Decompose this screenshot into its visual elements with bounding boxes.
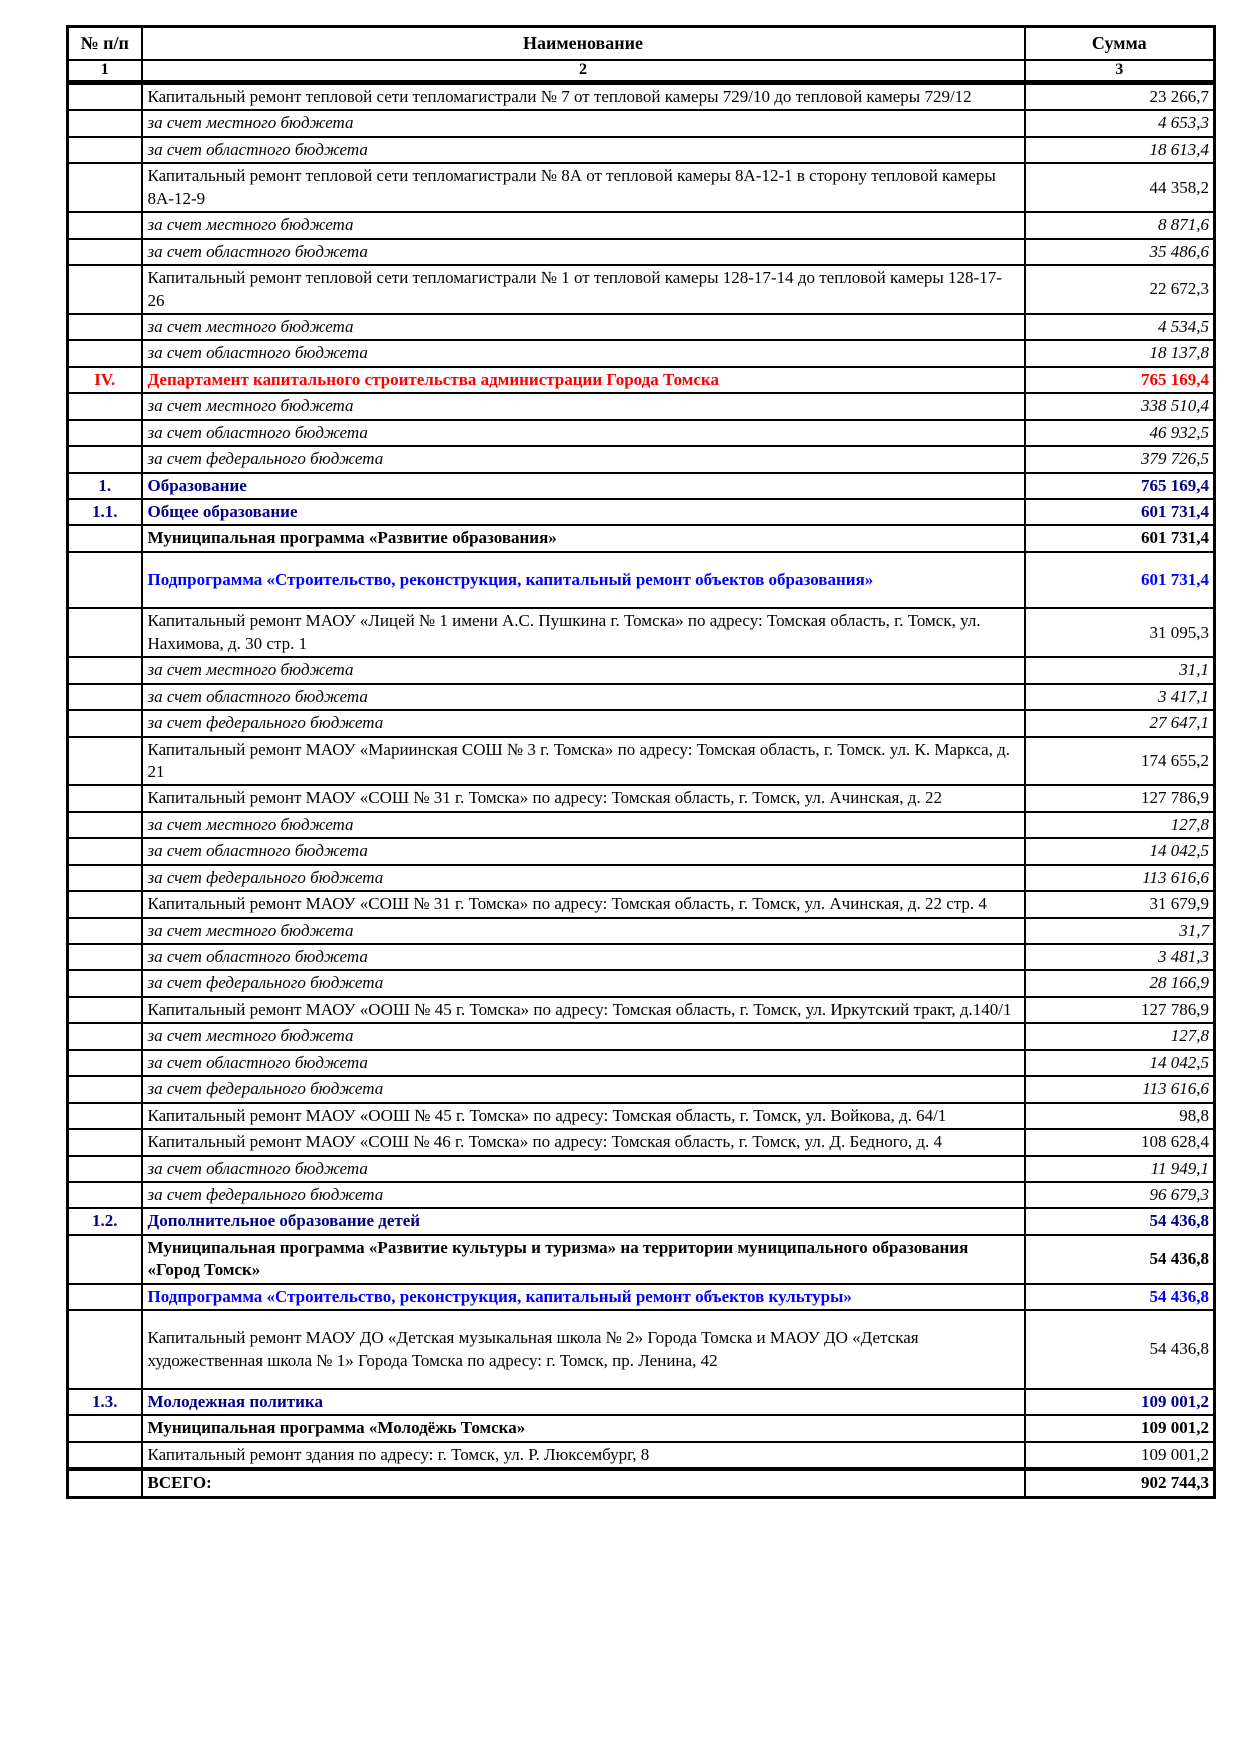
table-row [68, 1235, 1215, 1284]
table-row [68, 737, 1215, 786]
row-number [68, 446, 142, 472]
row-sum: 98,8 [1025, 1103, 1215, 1129]
table-row [68, 1156, 1215, 1182]
row-number [68, 1103, 142, 1129]
row-number [68, 1023, 142, 1049]
row-number [68, 608, 142, 657]
row-number [68, 265, 142, 314]
row-name: за счет местного бюджета [142, 657, 1025, 683]
row-name: Подпрограмма «Строительство, реконструкция, капитальный ремонт объектов культуры» [142, 1284, 1025, 1310]
row-name: за счет федерального бюджета [142, 1076, 1025, 1102]
subheader-col-3: 3 [1025, 60, 1215, 83]
table-row [68, 812, 1215, 838]
row-sum: 31,1 [1025, 657, 1215, 683]
row-number [68, 737, 142, 786]
row-name: Капитальный ремонт МАОУ «ООШ № 45 г. Томска» по адресу: Томская область, г. Томск, ул. Войкова, д. 64/1 [142, 1103, 1025, 1129]
row-sum: 54 436,8 [1025, 1284, 1215, 1310]
row-sum: 3 481,3 [1025, 944, 1215, 970]
row-number [68, 970, 142, 996]
row-number [68, 137, 142, 163]
table-row [68, 83, 1215, 111]
row-number [68, 1050, 142, 1076]
row-sum: 54 436,8 [1025, 1310, 1215, 1389]
table-body [68, 83, 1215, 1498]
table-row [68, 1310, 1215, 1389]
row-name: Муниципальная программа «Развитие культуры и туризма» на территории муниципального образования «Город Томск» [142, 1235, 1025, 1284]
row-number [68, 944, 142, 970]
table-row [68, 865, 1215, 891]
row-sum: 127 786,9 [1025, 997, 1215, 1023]
row-number [68, 420, 142, 446]
table-row [68, 110, 1215, 136]
row-sum: 31,7 [1025, 918, 1215, 944]
subheader-col-2: 2 [142, 60, 1025, 83]
row-name: за счет областного бюджета [142, 838, 1025, 864]
table-row [68, 1023, 1215, 1049]
row-name: Департамент капитального строительства администрации Города Томска [142, 367, 1025, 393]
row-number [68, 1076, 142, 1102]
row-name: за счет местного бюджета [142, 812, 1025, 838]
budget-table [66, 25, 1216, 1499]
row-name: Капитальный ремонт МАОУ «Мариинская СОШ № 3 г. Томска» по адресу: Томская область, г. Томск. ул. К. Маркса, д. 21 [142, 737, 1025, 786]
row-number [68, 997, 142, 1023]
row-sum: 14 042,5 [1025, 1050, 1215, 1076]
table-row [68, 608, 1215, 657]
row-name: Капитальный ремонт МАОУ «СОШ № 46 г. Томска» по адресу: Томская область, г. Томск, ул. Д. Бедного, д. 4 [142, 1129, 1025, 1155]
row-number [68, 785, 142, 811]
row-sum: 127 786,9 [1025, 785, 1215, 811]
row-number: 1.2. [68, 1208, 142, 1234]
row-number [68, 1156, 142, 1182]
table-row [68, 997, 1215, 1023]
header-name-col: Наименование [142, 27, 1025, 61]
row-number: 1.3. [68, 1389, 142, 1415]
row-name: Капитальный ремонт МАОУ «СОШ № 31 г. Томска» по адресу: Томская область, г. Томск, ул. Ачинская, д. 22 стр. 4 [142, 891, 1025, 917]
row-number: IV. [68, 367, 142, 393]
row-name: за счет федерального бюджета [142, 865, 1025, 891]
row-sum: 54 436,8 [1025, 1235, 1215, 1284]
row-sum: 4 534,5 [1025, 314, 1215, 340]
row-sum: 28 166,9 [1025, 970, 1215, 996]
table-row [68, 393, 1215, 419]
table-row [68, 1050, 1215, 1076]
row-sum: 127,8 [1025, 812, 1215, 838]
table-row [68, 137, 1215, 163]
row-number [68, 710, 142, 736]
row-sum: 35 486,6 [1025, 239, 1215, 265]
row-number [68, 163, 142, 212]
row-number [68, 110, 142, 136]
row-number [68, 918, 142, 944]
row-name: за счет местного бюджета [142, 918, 1025, 944]
row-sum: 8 871,6 [1025, 212, 1215, 238]
row-name: Капитальный ремонт тепловой сети тепломагистрали № 7 от тепловой камеры 729/10 до тепловой камеры 729/12 [142, 83, 1025, 111]
row-name: за счет областного бюджета [142, 239, 1025, 265]
row-name: за счет местного бюджета [142, 1023, 1025, 1049]
table-row [68, 1469, 1215, 1497]
row-number [68, 865, 142, 891]
row-sum: 113 616,6 [1025, 865, 1215, 891]
table-row [68, 891, 1215, 917]
row-name: за счет областного бюджета [142, 684, 1025, 710]
row-number: 1. [68, 473, 142, 499]
row-name: Капитальный ремонт МАОУ ДО «Детская музыкальная школа № 2» Города Томска и МАОУ ДО «Детская художественная школа № 1» Города Томска по адресу: г. Томск, пр. Ленина, 42 [142, 1310, 1025, 1389]
row-name: Капитальный ремонт МАОУ «СОШ № 31 г. Томска» по адресу: Томская область, г. Томск, ул. Ачинская, д. 22 [142, 785, 1025, 811]
row-number [68, 314, 142, 340]
row-sum: 601 731,4 [1025, 552, 1215, 608]
row-name: за счет местного бюджета [142, 110, 1025, 136]
row-sum: 14 042,5 [1025, 838, 1215, 864]
row-sum: 113 616,6 [1025, 1076, 1215, 1102]
row-number [68, 1235, 142, 1284]
table-row [68, 1103, 1215, 1129]
row-sum: 109 001,2 [1025, 1442, 1215, 1469]
table-row [68, 657, 1215, 683]
row-name: ВСЕГО: [142, 1469, 1025, 1497]
row-name: за счет местного бюджета [142, 212, 1025, 238]
subheader-row [68, 60, 1215, 83]
table-row [68, 1129, 1215, 1155]
row-sum: 31 679,9 [1025, 891, 1215, 917]
row-name: Муниципальная программа «Развитие образования» [142, 525, 1025, 551]
table-row [68, 420, 1215, 446]
row-number [68, 657, 142, 683]
row-sum: 22 672,3 [1025, 265, 1215, 314]
row-name: Капитальный ремонт тепловой сети тепломагистрали № 8А от тепловой камеры 8А-12-1 в сторону тепловой камеры 8А-12-9 [142, 163, 1025, 212]
table-row [68, 970, 1215, 996]
row-name: Подпрограмма «Строительство, реконструкция, капитальный ремонт объектов образования» [142, 552, 1025, 608]
row-name: Молодежная политика [142, 1389, 1025, 1415]
row-name: Муниципальная программа «Молодёжь Томска» [142, 1415, 1025, 1441]
table-row [68, 918, 1215, 944]
table-row [68, 473, 1215, 499]
row-number [68, 83, 142, 111]
row-name: за счет федерального бюджета [142, 1182, 1025, 1208]
row-number [68, 1129, 142, 1155]
row-sum: 109 001,2 [1025, 1389, 1215, 1415]
row-sum: 23 266,7 [1025, 83, 1215, 111]
table-row [68, 1389, 1215, 1415]
row-sum: 31 095,3 [1025, 608, 1215, 657]
row-number [68, 838, 142, 864]
row-name: за счет федерального бюджета [142, 970, 1025, 996]
row-sum: 18 137,8 [1025, 340, 1215, 366]
table-row [68, 314, 1215, 340]
row-sum: 601 731,4 [1025, 525, 1215, 551]
row-name: Капитальный ремонт здания по адресу: г. Томск, ул. Р. Люксембург, 8 [142, 1442, 1025, 1469]
table-row [68, 1415, 1215, 1441]
row-number [68, 812, 142, 838]
table-row [68, 1442, 1215, 1469]
row-number [68, 525, 142, 551]
table-row [68, 1076, 1215, 1102]
row-sum: 379 726,5 [1025, 446, 1215, 472]
header-sum-col: Сумма [1025, 27, 1215, 61]
row-sum: 11 949,1 [1025, 1156, 1215, 1182]
row-sum: 109 001,2 [1025, 1415, 1215, 1441]
table-row [68, 212, 1215, 238]
row-name: Капитальный ремонт МАОУ «Лицей № 1 имени А.С. Пушкина г. Томска» по адресу: Томская область, г. Томск, ул. Нахимова, д. 30 стр. 1 [142, 608, 1025, 657]
row-name: Дополнительное образование детей [142, 1208, 1025, 1234]
row-sum: 96 679,3 [1025, 1182, 1215, 1208]
row-number [68, 1469, 142, 1497]
row-name: Капитальный ремонт МАОУ «ООШ № 45 г. Томска» по адресу: Томская область, г. Томск, ул. Иркутский тракт, д.140/1 [142, 997, 1025, 1023]
row-name: за счет федерального бюджета [142, 446, 1025, 472]
table-row [68, 1208, 1215, 1234]
row-sum: 46 932,5 [1025, 420, 1215, 446]
row-number [68, 891, 142, 917]
row-number [68, 239, 142, 265]
table-row [68, 163, 1215, 212]
row-name: за счет областного бюджета [142, 1156, 1025, 1182]
table-row [68, 446, 1215, 472]
table-row [68, 785, 1215, 811]
table-row [68, 340, 1215, 366]
row-sum: 18 613,4 [1025, 137, 1215, 163]
table-row [68, 684, 1215, 710]
table-row [68, 710, 1215, 736]
row-sum: 902 744,3 [1025, 1469, 1215, 1497]
row-name: за счет областного бюджета [142, 137, 1025, 163]
row-number [68, 1310, 142, 1389]
row-name: Общее образование [142, 499, 1025, 525]
row-number [68, 1415, 142, 1441]
header-row [68, 27, 1215, 61]
row-number [68, 1442, 142, 1469]
row-sum: 601 731,4 [1025, 499, 1215, 525]
row-name: за счет местного бюджета [142, 393, 1025, 419]
row-sum: 27 647,1 [1025, 710, 1215, 736]
row-sum: 3 417,1 [1025, 684, 1215, 710]
table-row [68, 552, 1215, 608]
row-name: Капитальный ремонт тепловой сети тепломагистрали № 1 от тепловой камеры 128-17-14 до тепловой камеры 128-17-26 [142, 265, 1025, 314]
row-name: за счет областного бюджета [142, 420, 1025, 446]
row-number [68, 684, 142, 710]
row-number: 1.1. [68, 499, 142, 525]
table-row [68, 838, 1215, 864]
row-sum: 108 628,4 [1025, 1129, 1215, 1155]
table-row [68, 239, 1215, 265]
row-sum: 338 510,4 [1025, 393, 1215, 419]
table-row [68, 1182, 1215, 1208]
table-row [68, 525, 1215, 551]
row-sum: 765 169,4 [1025, 367, 1215, 393]
header-num-col: № п/п [68, 27, 142, 61]
subheader-col-1: 1 [68, 60, 142, 83]
row-name: за счет областного бюджета [142, 944, 1025, 970]
row-sum: 174 655,2 [1025, 737, 1215, 786]
table-row [68, 944, 1215, 970]
row-name: за счет областного бюджета [142, 1050, 1025, 1076]
table-row [68, 499, 1215, 525]
row-sum: 4 653,3 [1025, 110, 1215, 136]
row-number [68, 1182, 142, 1208]
row-number [68, 212, 142, 238]
row-sum: 54 436,8 [1025, 1208, 1215, 1234]
table-row [68, 367, 1215, 393]
table-row [68, 1284, 1215, 1310]
row-number [68, 340, 142, 366]
row-name: Образование [142, 473, 1025, 499]
row-name: за счет областного бюджета [142, 340, 1025, 366]
table-row [68, 265, 1215, 314]
row-name: за счет федерального бюджета [142, 710, 1025, 736]
row-sum: 765 169,4 [1025, 473, 1215, 499]
row-name: за счет местного бюджета [142, 314, 1025, 340]
row-number [68, 1284, 142, 1310]
row-sum: 127,8 [1025, 1023, 1215, 1049]
row-number [68, 393, 142, 419]
row-sum: 44 358,2 [1025, 163, 1215, 212]
row-number [68, 552, 142, 608]
